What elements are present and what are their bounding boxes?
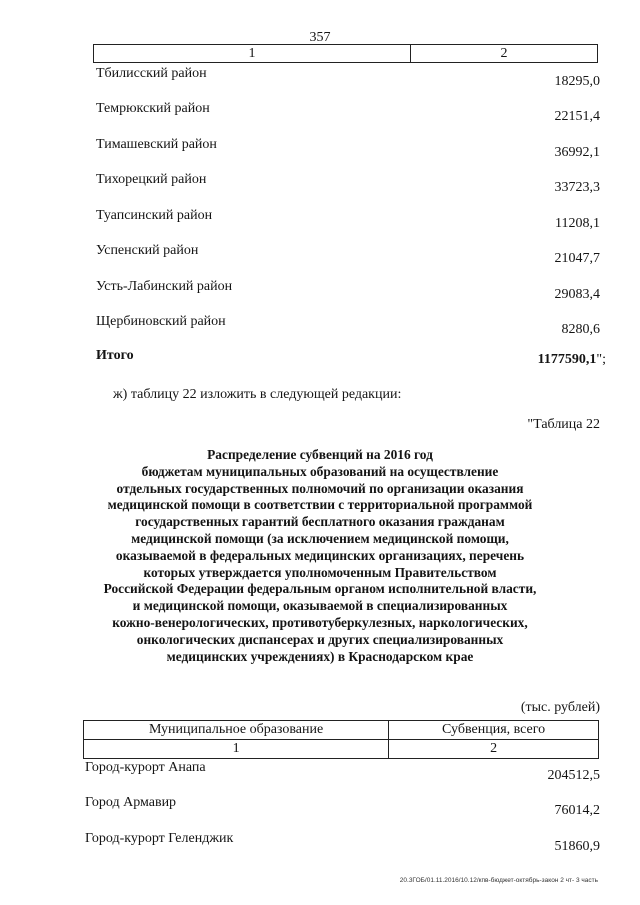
district-name: Туапсинский район [96,208,213,223]
subvention-value: 76014,2 [554,803,600,818]
table-title [80,447,560,665]
district-name: Тбилисский район [96,66,207,81]
header-municipality: Муниципальное образование [84,721,389,740]
title-line: отдельных государственных полномочий по организации оказания [116,480,524,496]
district-name: Тихорецкий район [96,172,207,187]
footer-file-path: 20.3ГОБ/01.11.2016/10.12/кпв-бюджет-октябрь-закон 2 чт- 3 часть [399,877,598,884]
table-row [0,208,640,231]
table-row [0,101,640,124]
page-number: 357 [309,30,331,45]
title-line: кожно-венерологических, противотуберкулезных, наркологических, [112,614,528,630]
table-row [0,66,640,89]
subvention-value: 51860,9 [554,839,600,854]
table-row [0,279,640,302]
title-line: которых утверждается уполномоченным Правительством [143,564,497,580]
title-line: и медицинской помощи, оказываемой в специализированных [132,598,508,614]
title-line: онкологических диспансерах и других специализированных [136,631,504,647]
municipality-name: Город-курорт Анапа [85,760,206,775]
title-line: Российской Федерации федеральным органом исполнительной власти, [103,581,537,597]
municipality-name: Город-курорт Геленджик [85,831,234,846]
total-row [0,348,640,368]
district-name: Тимашевский район [96,137,217,152]
column-number-1: 1 [94,45,411,63]
subvention-value: 11208,1 [555,216,600,231]
table-row [0,760,640,783]
total-label: Итого [96,348,134,363]
table-row [0,314,640,337]
table-row [0,243,640,266]
table-row [0,172,640,195]
title-line: медицинских учреждениях) в Краснодарском крае [166,648,474,664]
title-line: Распределение субвенций на 2016 год [207,447,433,462]
subvention-value: 29083,4 [554,287,600,302]
title-line: медицинской помощи в соответствии с территориальной программой [107,497,533,513]
table-row [0,795,640,818]
district-name: Темрюкский район [96,101,210,116]
title-line: бюджетам муниципальных образований на осуществление [141,463,499,479]
title-line: государственных гарантий бесплатного оказания гражданам [135,514,505,530]
subvention-value: 22151,4 [554,109,600,124]
instruction-text: ж) таблицу 22 изложить в следующей редакции: [113,387,402,402]
subvention-value: 33723,3 [554,180,600,195]
units-label: (тыс. рублей) [520,700,600,715]
subvention-value: 204512,5 [547,768,600,783]
subvention-value: 36992,1 [554,145,600,160]
municipality-name: Город Армавир [85,795,177,810]
title-line: медицинской помощи (за исключением медицинской помощи, [131,530,509,546]
top-table-header [93,44,598,63]
table-label: "Таблица 22 [527,417,600,432]
column-number-2: 2 [389,740,599,759]
title-line: оказываемой в федеральных медицинских организациях, перечень [115,547,525,563]
district-name: Щербиновский район [96,314,226,329]
district-name: Усть-Лабинский район [96,279,233,294]
total-value: 1177590,1 [537,352,597,367]
table-row [0,137,640,160]
header-subvention-total: Субвенция, всего [389,721,599,740]
subvention-value: 18295,0 [554,74,600,89]
subvention-value: 21047,7 [554,251,600,266]
subvention-table-header [83,720,599,759]
column-number-1: 1 [84,740,389,759]
table-row [0,831,640,854]
subvention-value: 8280,6 [561,322,600,337]
total-value-wrap [538,352,606,368]
total-suffix: "; [596,352,606,367]
column-number-2: 2 [411,45,598,63]
district-name: Успенский район [96,243,199,258]
